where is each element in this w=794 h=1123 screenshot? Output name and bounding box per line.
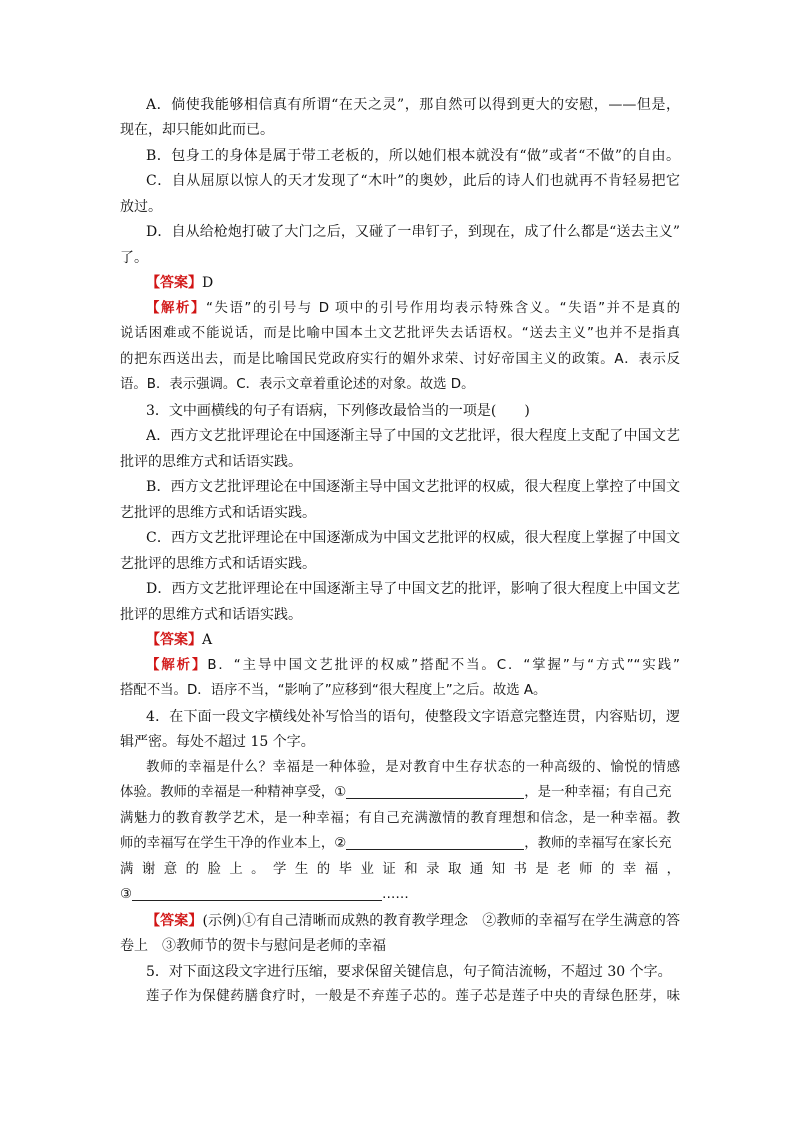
- q3-answer: [146, 630, 680, 650]
- answer-tag: 【答案】: [146, 275, 202, 291]
- answer-tag: 【答案】: [146, 913, 203, 929]
- q4-stem-cont: 辑严密。每处不超过 15 个字。: [120, 734, 315, 750]
- passage-text: ……: [382, 887, 409, 902]
- q4-passage-6: [120, 885, 680, 905]
- q2-analysis-4: 语。B．表示强调。C．表示文章着重论述的对象。故选 D。: [120, 377, 475, 392]
- q3-option-b: B．西方文艺批评理论在中国逐渐主导中国文艺批评的权威，很大程度上掌控了中国文: [146, 479, 680, 495]
- analysis-tag: 【解析】: [146, 301, 206, 316]
- q3-analysis-1: [146, 656, 680, 676]
- q3-analysis-2: 搭配不当。D．语序不当，“影响了”应移到“很大程度上”之后。故选 A。: [120, 683, 547, 698]
- q2-option-a: A．倘使我能够相信真有所谓“在天之灵”，那自然可以得到更大的安慰，——但是，: [146, 97, 680, 113]
- q2-option-a-cont: 现在，却只能如此而已。: [120, 122, 274, 138]
- q4-passage-2: [120, 783, 680, 803]
- q3-option-a-cont: 批评的思维方式和话语实践。: [120, 454, 302, 470]
- blank-2: [346, 834, 524, 850]
- passage-text: ③: [120, 887, 133, 902]
- answer-tag: 【答案】: [146, 632, 202, 648]
- q2-option-c: C．自从屈原以惊人的天才发现了“木叶”的奥妙，此后的诗人们也就再不肯轻易把它: [146, 173, 680, 189]
- q4-answer-2: 卷上 ③教师节的贺卡与慰问是老师的幸福: [120, 938, 386, 954]
- answer-value: A: [202, 632, 213, 648]
- q5-passage-1: 莲子作为保健药膳食疗时，一般是不弃莲子芯的。莲子芯是莲子中央的青绿色胚芽，味: [146, 989, 680, 1004]
- q4-stem: 4．在下面一段文字横线处补写恰当的语句，使整段文字语意完整连贯，内容贴切，逻: [146, 709, 680, 725]
- q4-answer-1: [146, 911, 680, 931]
- q2-option-c-cont: 放过。: [120, 199, 162, 215]
- passage-text: 体验。教师的幸福是一种精神享受，①: [120, 785, 347, 800]
- q3-option-c: C．西方文艺批评理论在中国逐渐成为中国文艺批评的权威，很大程度上掌握了中国文: [146, 530, 680, 546]
- q4-passage-4: [120, 834, 680, 854]
- q5-stem: 5．对下面这段文字进行压缩，要求保留关键信息，句子简洁流畅，不超过 30 个字。: [146, 964, 672, 980]
- q4-passage-1: 教师的幸福是什么？幸福是一种体验，是对教育中生存状态的一种高级的、愉悦的情感: [146, 760, 680, 775]
- q2-answer: [146, 273, 680, 293]
- q2-option-d: D．自从给枪炮打破了大门之后，又碰了一串钉子，到现在，成了什么都是“送去主义”: [146, 224, 680, 240]
- q2-analysis-1: [146, 299, 680, 319]
- passage-text: ，教师的幸福写在家长充: [524, 836, 672, 851]
- q2-analysis-3: 的把东西送出去，而是比喻国民党政府实行的媚外求荣、讨好帝国主义的政策。A．表示反: [120, 352, 680, 367]
- analysis-tag: 【解析】: [146, 658, 208, 673]
- q3-option-d: D．西方文艺批评理论在中国逐渐主导了中国文艺的批评，影响了很大程度上中国文艺: [146, 581, 680, 597]
- analysis-text: B．“主导中国文艺批评的权威”搭配不当。C．“掌握”与“方式”“实践”: [207, 658, 680, 673]
- analysis-text: “失语”的引号与 D 项中的引号作用均表示特殊含义。“失语”并不是真的: [205, 301, 680, 316]
- q3-option-d-cont: 批评的思维方式和话语实践。: [120, 607, 302, 623]
- q2-analysis-2: 说话困难或不能说话，而是比喻中国本土文艺批评失去话语权。“送去主义”也并不是指真: [120, 326, 680, 341]
- q3-option-b-cont: 艺批评的思维方式和话语实践。: [120, 505, 316, 521]
- q3-stem: 3．文中画横线的句子有语病，下列修改最恰当的一项是( ): [146, 403, 530, 419]
- answer-text: (示例)①有自己清晰而成熟的教育教学理念 ②教师的幸福写在学生满意的答: [202, 913, 680, 929]
- answer-value: D: [202, 275, 214, 291]
- q2-option-b: B．包身工的身体是属于带工老板的，所以她们根本就没有“做”或者“不做”的自由。: [146, 148, 680, 164]
- q3-option-a: A．西方文艺批评理论在中国逐渐主导了中国的文艺批评，很大程度上支配了中国文艺: [146, 428, 680, 444]
- q4-passage-3: 满魅力的教育教学艺术，是一种幸福；有自己充满激情的教育理想和信念，是一种幸福。教: [120, 811, 680, 826]
- q4-passage-5: 满谢意的脸上。学生的毕业证和录取通知书是老师的幸福，: [120, 862, 680, 877]
- blank-1: [346, 783, 524, 799]
- passage-text: ，是一种幸福；有自己充: [524, 785, 672, 800]
- q3-option-c-cont: 艺批评的思维方式和话语实践。: [120, 556, 316, 572]
- blank-3: [132, 885, 382, 901]
- passage-text: 师的幸福写在学生干净的作业本上，②: [120, 836, 347, 851]
- q2-option-d-cont: 了。: [120, 250, 148, 266]
